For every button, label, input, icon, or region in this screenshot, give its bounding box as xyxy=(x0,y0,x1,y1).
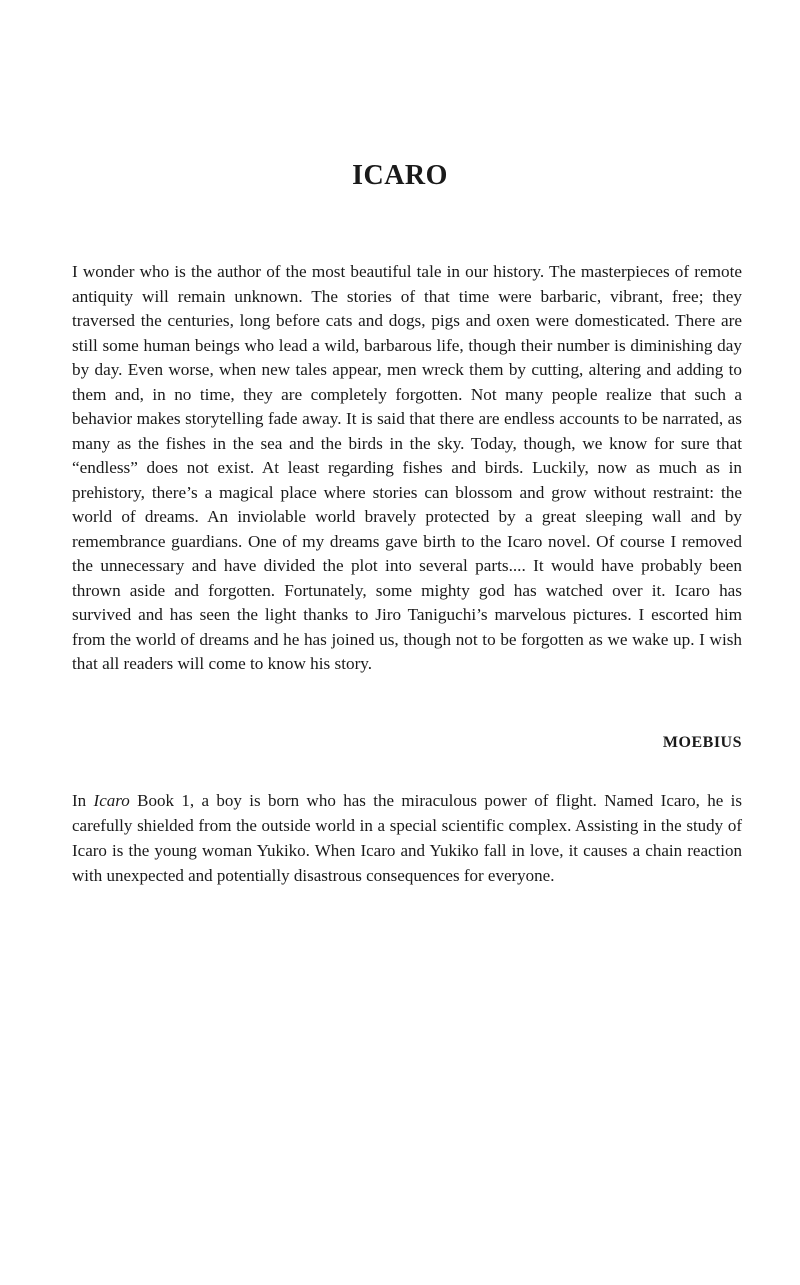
synopsis-book-title: Icaro xyxy=(93,791,130,810)
author-signature: MOEBIUS xyxy=(662,734,742,751)
intro-paragraph: I wonder who is the author of the most beautiful tale in our history. The masterpieces of remote antiquity will remain unknown. The stories of that time were barbaric, vibrant, free; they traversed the centuries, long before cats and dogs, pigs and oxen were domesticated. There are still some human beings who lead a wild, barbarous life, though their number is diminishing day by day. Even worse, when new tales appear, men wreck them by cutting, altering and adding to them and, in no time, they are completely forgotten. Not many people realize that such a behavior makes storytelling fade away. It is said that there are endless accounts to be narrated, as many as the fishes in the sea and the birds in the sky. Today, though, we know for sure that “endless” does not exist. At least regarding fishes and birds. Luckily, now as much as in prehistory, there’s a magical place where stories can blossom and grow without restraint: the world of dreams. An inviolable world bravely protected by a great sleeping wall and by remembrance guardians. One of my dreams gave birth to the Icaro novel. Of course I removed the unnecessary and have divided the plot into several parts.... It would have probably been thrown aside and forgotten. Fortunately, some mighty god has watched over it. Icaro has survived and has seen the light thanks to Jiro Taniguchi’s marvelous pictures. I escorted him from the world of dreams and he has joined us, though not to be forgotten as we wake up. I wish that all readers will come to know his story. xyxy=(72,262,742,673)
page-title: ICARO xyxy=(352,160,448,191)
synopsis-prefix: In xyxy=(72,791,94,810)
synopsis-paragraph xyxy=(72,788,742,888)
synopsis-body: Book 1, a boy is born who has the miraculous power of flight. Named Icaro, he is carefully shielded from the outside world in a special scientific complex. Assisting in the study of Icaro is the young woman Yukiko. When Icaro and Yukiko fall in love, it causes a chain reaction with unexpected and potentially disastrous consequences for everyone. xyxy=(72,791,742,885)
